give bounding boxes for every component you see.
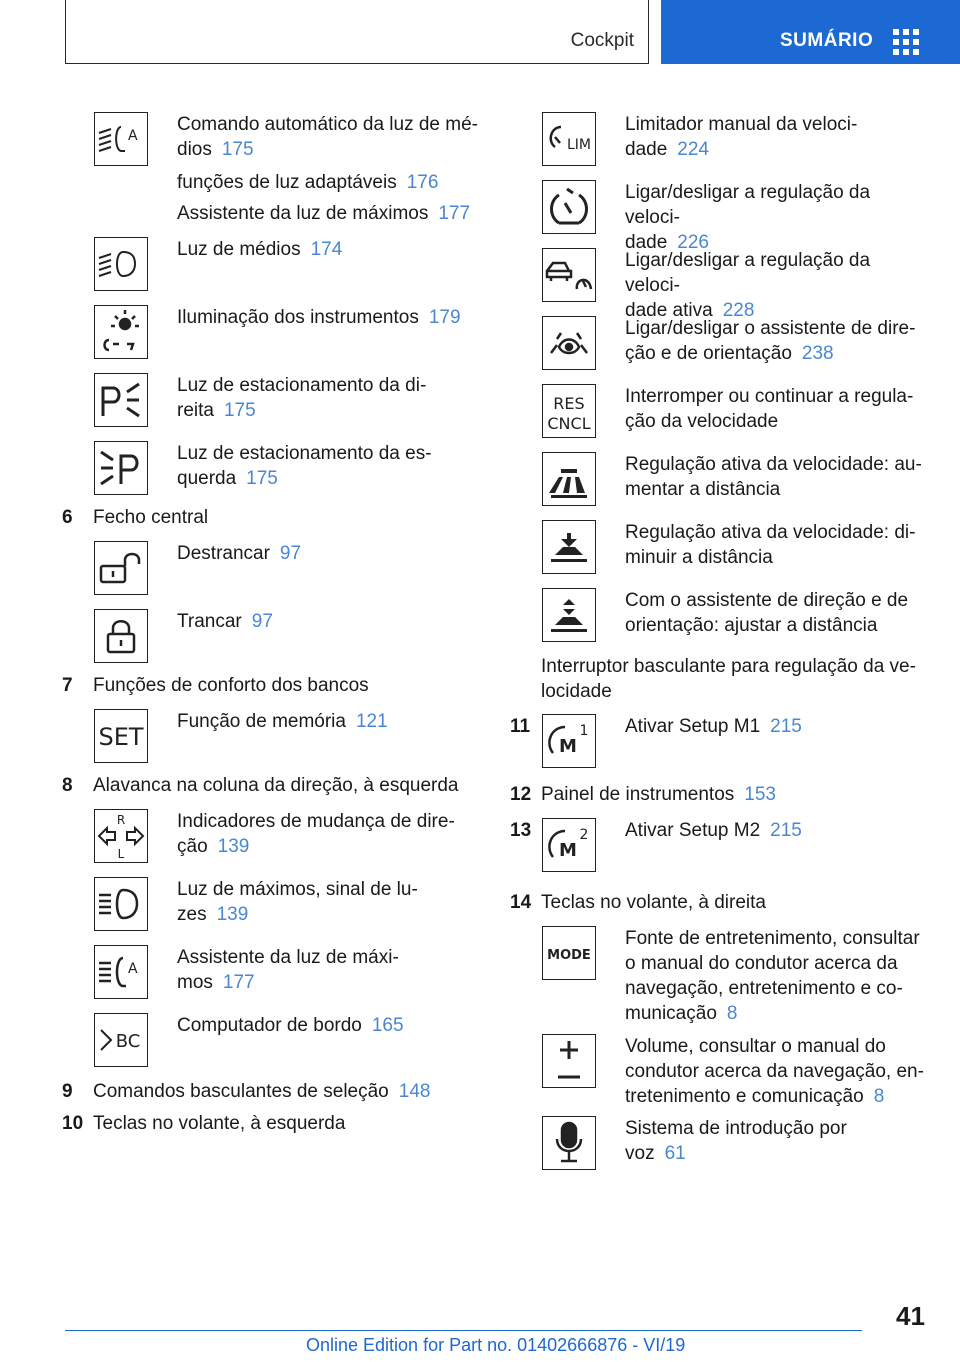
page-link[interactable]: 139 <box>217 836 250 857</box>
left-column <box>62 108 482 1143</box>
grid-menu-icon <box>893 29 919 55</box>
svg-text:RES: RES <box>553 394 585 413</box>
page-link[interactable]: 139 <box>216 904 249 925</box>
list-item: SET Função de memória 121 <box>62 705 482 773</box>
mode-icon <box>542 926 596 980</box>
svg-text:CNCL: CNCL <box>547 414 591 433</box>
active-cruise-control-icon <box>542 248 596 302</box>
speed-limiter-icon <box>542 112 596 166</box>
svg-text:R: R <box>116 813 126 827</box>
svg-text:L: L <box>117 847 125 861</box>
list-item: Ligar/desligar a regulação da veloci- dade ativa 228 <box>510 244 930 312</box>
header-section-box <box>65 0 649 64</box>
page-link[interactable]: 174 <box>310 239 343 260</box>
list-item: 13 M 2 Ativar Setup M2 215 <box>510 814 930 890</box>
parking-light-right-icon <box>94 373 148 427</box>
page-link[interactable]: 224 <box>677 139 709 160</box>
svg-text:SET: SET <box>98 723 144 751</box>
low-beam-icon <box>94 237 148 291</box>
list-item: 9 Comandos basculantes de seleção 148 <box>62 1081 431 1102</box>
auto-headlight-icon <box>94 112 148 166</box>
page-link[interactable]: 148 <box>398 1081 431 1102</box>
high-beam-icon <box>94 877 148 931</box>
right-column <box>510 108 930 1180</box>
svg-text:1: 1 <box>579 723 589 739</box>
page-link[interactable]: 228 <box>722 300 755 321</box>
list-item: LIM Limitador manual da veloci- dade 224 <box>510 108 930 176</box>
page-link[interactable]: 176 <box>406 172 439 193</box>
unlock-icon <box>94 541 148 595</box>
edition-footer: Online Edition for Part no. 01402666876 - VI/19 <box>306 1335 686 1355</box>
list-item: Destrancar 97 <box>62 537 482 605</box>
list-item: 7 Funções de conforto dos bancos <box>62 675 369 696</box>
microphone-icon <box>542 1116 596 1170</box>
page-link[interactable]: 175 <box>246 468 278 489</box>
steering-assist-icon <box>542 316 596 370</box>
list-item: Volume, consultar o manual do condutor acerca da navegação, en- tretenimento e comunicação 8 <box>510 1030 930 1112</box>
section-title: Cockpit <box>570 30 634 51</box>
page-link[interactable]: 177 <box>438 203 471 224</box>
list-item: 6 Fecho central <box>62 507 209 528</box>
list-item: Trancar 97 <box>62 605 482 673</box>
list-item: A Comando automático da luz de mé- dios 175 funções de luz adaptáveis 176 Assistente da luz de máximos 177 <box>62 108 482 233</box>
page-link[interactable]: 8 <box>726 1003 738 1024</box>
page-link[interactable]: 238 <box>801 343 834 364</box>
list-item: BC Computador de bordo 165 <box>62 1009 482 1077</box>
volume-icon <box>542 1034 596 1088</box>
list-item: Regulação ativa da velocidade: di- minuir a distância <box>510 516 930 584</box>
list-item: Interruptor basculante para regulação da ve- locidade <box>541 656 916 702</box>
parking-light-left-icon <box>94 441 148 495</box>
list-item: Luz de máximos, sinal de lu- zes 139 <box>62 873 482 941</box>
list-item: 12 Painel de instrumentos 153 <box>510 784 776 805</box>
list-item: Sistema de introdução por voz 61 <box>510 1112 930 1180</box>
summary-button[interactable] <box>661 0 960 64</box>
page-link[interactable]: 179 <box>428 307 461 328</box>
page-link[interactable]: 177 <box>222 972 255 993</box>
res-cncl-icon <box>542 384 596 438</box>
svg-text:BC: BC <box>115 1031 141 1052</box>
svg-text:A: A <box>128 961 138 977</box>
lock-icon <box>94 609 148 663</box>
summary-label: SUMÁRIO <box>780 30 874 51</box>
list-item: 14 Teclas no volante, à direita <box>510 892 766 913</box>
svg-text:M: M <box>559 736 577 757</box>
list-item: A Assistente da luz de máxi- mos 177 <box>62 941 482 1009</box>
turn-signal-icon <box>94 809 148 863</box>
list-item: Luz de médios 174 <box>62 233 482 301</box>
page-link[interactable]: 226 <box>677 232 709 253</box>
footer-divider <box>65 1330 862 1331</box>
page-link[interactable]: 165 <box>371 1015 404 1036</box>
svg-text:LIM: LIM <box>566 137 592 153</box>
set-icon <box>94 709 148 763</box>
list-item: 11 M 1 Ativar Setup M1 215 <box>510 710 930 782</box>
list-item: RES CNCL Interromper ou continuar a regula- ção da velocidade <box>510 380 930 448</box>
adjust-distance-icon <box>542 588 596 642</box>
svg-text:2: 2 <box>579 827 589 843</box>
page-link[interactable]: 215 <box>770 716 802 737</box>
page-link[interactable]: 175 <box>221 139 254 160</box>
page-link[interactable]: 175 <box>223 400 256 421</box>
list-item: Luz de estacionamento da di- reita 175 <box>62 369 482 437</box>
increase-distance-icon <box>542 452 596 506</box>
list-item: Ligar/desligar a regulação da veloci- dade 226 <box>510 176 930 244</box>
page-link[interactable]: 121 <box>355 711 388 732</box>
high-beam-assist-icon <box>94 945 148 999</box>
page-link[interactable]: 153 <box>744 784 776 805</box>
page-number: 41 <box>896 1301 925 1331</box>
m2-setup-icon <box>542 818 596 872</box>
page-link[interactable]: 8 <box>873 1086 885 1107</box>
decrease-distance-icon <box>542 520 596 574</box>
svg-text:M: M <box>559 840 577 861</box>
instrument-lighting-icon <box>94 305 148 359</box>
page-link[interactable]: 97 <box>251 611 273 632</box>
m1-setup-icon <box>542 714 596 768</box>
board-computer-icon <box>94 1013 148 1067</box>
page-link[interactable]: 215 <box>770 820 802 841</box>
svg-text:A: A <box>128 128 138 144</box>
list-item: Luz de estacionamento da es- querda 175 <box>62 437 482 505</box>
list-item: Iluminação dos instrumentos 179 <box>62 301 482 369</box>
list-item: R L Indicadores de mudança de dire- ção 139 <box>62 805 482 873</box>
cruise-control-icon <box>542 180 596 234</box>
page-link[interactable]: 97 <box>279 543 302 564</box>
list-item: Com o assistente de direção e de orientação: ajustar a distância <box>510 584 930 652</box>
list-item: 8 Alavanca na coluna da direção, à esquerda <box>62 775 459 796</box>
list-item: Regulação ativa da velocidade: au- mentar a distância <box>510 448 930 516</box>
svg-text:MODE: MODE <box>547 948 591 963</box>
list-item: Ligar/desligar o assistente de dire- ção e de orientação 238 <box>510 312 930 380</box>
list-item: MODE Fonte de entretenimento, consultar o manual do condutor acerca da navegação, entretenimento e co- municação 8 <box>510 922 930 1030</box>
list-item: 10 Teclas no volante, à esquerda <box>62 1113 346 1134</box>
page-link[interactable]: 61 <box>664 1143 686 1164</box>
